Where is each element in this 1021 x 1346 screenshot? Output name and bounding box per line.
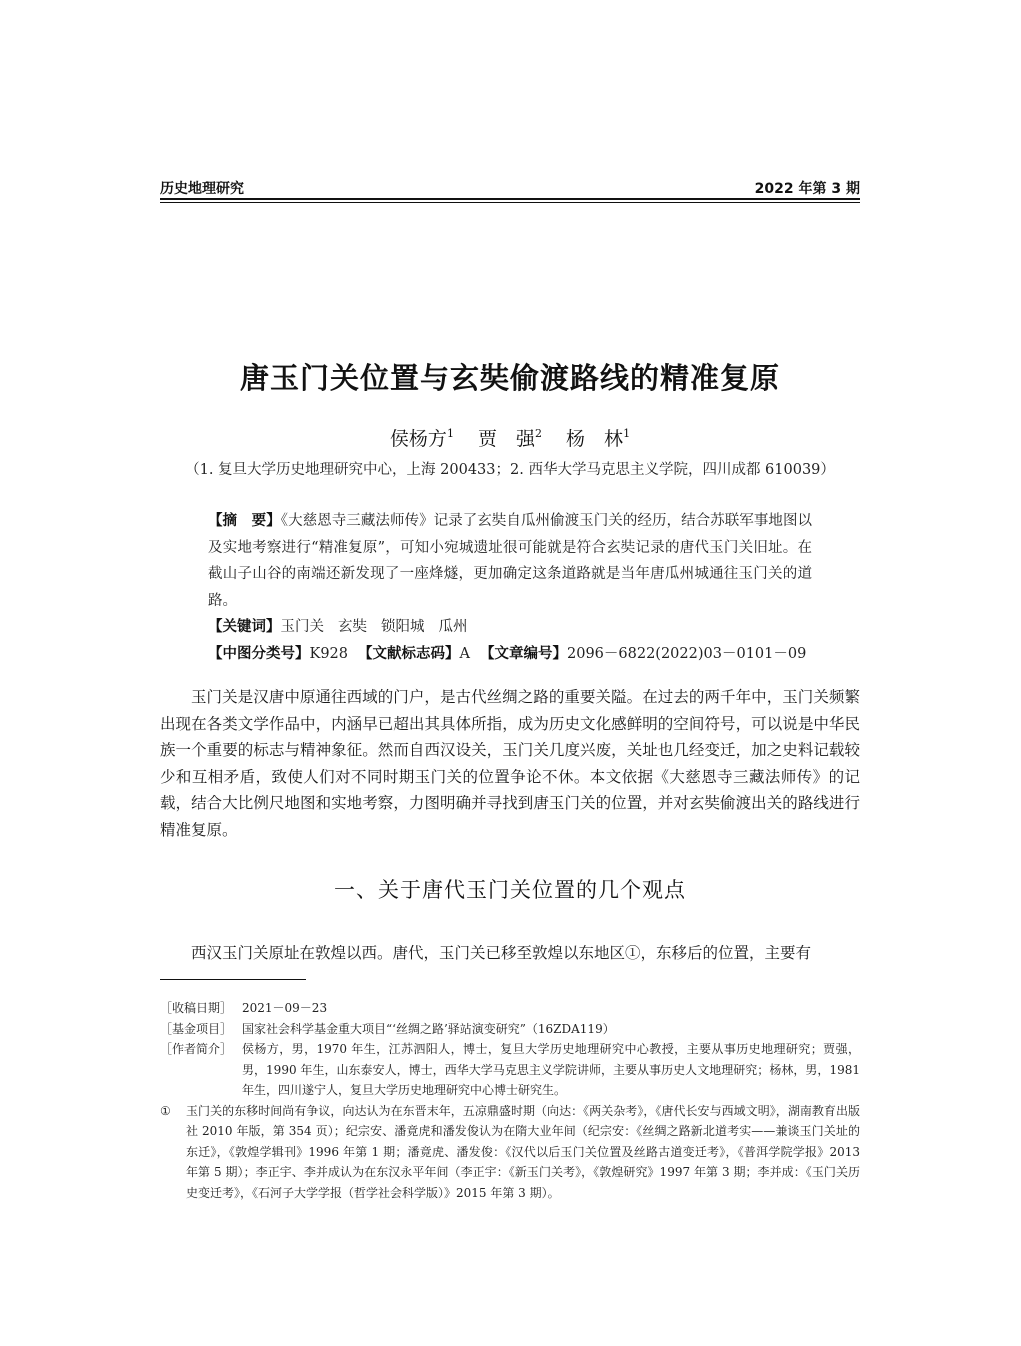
author-bio-label: ［作者简介］: [160, 1042, 233, 1056]
keyword: 锁阳城: [381, 619, 425, 635]
intro-paragraph: 玉门关是汉唐中原通往西域的门户，是古代丝绸之路的重要关隘。在过去的两千年中，玉门关频繁出现在各类文学作品中，内涵早已超出其具体所指，成为历史文化感鲜明的空间符号，可以说是中华民族一个重要的标志与精神象征。然而自西汉设关，玉门关几度兴废，关址也几经变迁，加之史料记载较少和互相矛盾，致使人们对不同时期玉门关的位置争论不休。本文依据《大慈恩寺三藏法师传》的记载，结合大比例尺地图和实地考察，力图明确并寻找到唐玉门关的位置，并对玄奘偷渡出关的路线进行精准复原。: [160, 688, 860, 839]
affiliation: （1. 复旦大学历史地理研究中心，上海 200433；2. 西华大学马克思主义学院，四川成都 610039）: [185, 462, 835, 478]
abstract: [208, 508, 812, 614]
received-value: 2021－09－23: [242, 1001, 328, 1015]
author-bio-value: 侯杨方，男，1970 年生，江苏泗阳人，博士，复旦大学历史地理研究中心教授，主要从事历史地理研究；贾强，男，1990 年生，山东泰安人，博士，西华大学马克思主义学院讲师，主要从事历史人文地理研究；杨林，男，1981 年生，四川遂宁人，复旦大学历史地理研究中心博士研究生。: [242, 1042, 860, 1097]
keyword: 玉门关: [280, 619, 324, 635]
received-date: [160, 998, 860, 1019]
section-paragraph: 西汉玉门关原址在敦煌以西。唐代，玉门关已移至敦煌以东地区①，东移后的位置，主要有: [191, 944, 812, 962]
author-3: 杨 林$^1$: [566, 427, 631, 450]
fund-label: ［基金项目］: [160, 1021, 233, 1036]
clc-label: 【中图分类号】: [208, 645, 310, 662]
footnote-mark: ①: [160, 1103, 171, 1118]
fund-project: [160, 1019, 860, 1040]
received-label: ［收稿日期］: [160, 1001, 233, 1015]
keyword: 玄奘: [338, 619, 367, 635]
author-2: 贾 强$^2$: [477, 427, 542, 450]
clc-value: K928: [309, 645, 349, 662]
author-1: 侯杨方$^1$: [389, 427, 454, 450]
footnote-text: 玉门关的东移时间尚有争议，向达认为在东晋末年，五凉鼎盛时期（向达：《两关杂考》，《唐代长安与西域文明》，湖南教育出版社 2010 年版，第 354 页）；纪宗安、潘竟虎和潘发俊认为在隋大业年间（纪宗安：《丝绸之路新北道考实——兼谈玉门关址的东迁》，《敦煌学辑刊》1996 年第 1 期；潘竟虎、潘发俊：《汉代以后玉门关位置及丝路古道变迁考》，《普洱学院学报》2013 年第 5 期）；李正宇、李并成认为在东汉永平年间（李正宇：《新玉门关考》，《敦煌研究》1997 年第 3 期；李并成：《玉门关历史变迁考》，《石河子大学学报（哲学社会科学版）》2015 年第 3 期）。: [186, 1103, 860, 1200]
footnote-1: [160, 1101, 860, 1204]
classification-line: [208, 641, 812, 668]
header-rule-thick: [160, 198, 860, 200]
header-rule-thin: [160, 202, 860, 203]
footnote-divider: [160, 979, 306, 980]
issue-number: 2022 年第 3 期: [754, 181, 860, 197]
fund-value: 国家社会科学基金重大项目“‘丝绸之路’驿站演变研究”（16ZDA119）: [242, 1021, 615, 1036]
keywords: [208, 614, 812, 641]
article-notes: [160, 998, 860, 1203]
keyword: 瓜州: [438, 619, 468, 635]
author-list: [160, 424, 860, 451]
doc-code-label: 【文献标志码】: [358, 645, 460, 662]
journal-name: 历史地理研究: [160, 181, 244, 197]
section-heading: 一、关于唐代玉门关位置的几个观点: [334, 878, 686, 902]
author-bio: [160, 1039, 860, 1101]
abstract-block: [208, 508, 812, 667]
article-number-label: 【文章编号】: [480, 645, 567, 662]
keywords-label: 【关键词】: [208, 619, 281, 635]
doc-code-value: A: [459, 645, 470, 662]
abstract-text: 《大慈恩寺三藏法师传》记录了玄奘自瓜州偷渡玉门关的经历，结合苏联军事地图以及实地考察进行“精准复原”，可知小宛城遗址很可能就是符合玄奘记录的唐代玉门关旧址。在截山子山谷的南端还新发现了一座烽燧，更加确定这条道路就是当年唐瓜州城通往玉门关的道路。: [208, 513, 813, 609]
running-header: [160, 176, 860, 198]
article-title: 唐玉门关位置与玄奘偷渡路线的精准复原: [239, 361, 780, 395]
article-number-value: 2096－6822(2022)03－0101－09: [567, 645, 807, 662]
abstract-label: 【摘 要】: [208, 513, 281, 529]
